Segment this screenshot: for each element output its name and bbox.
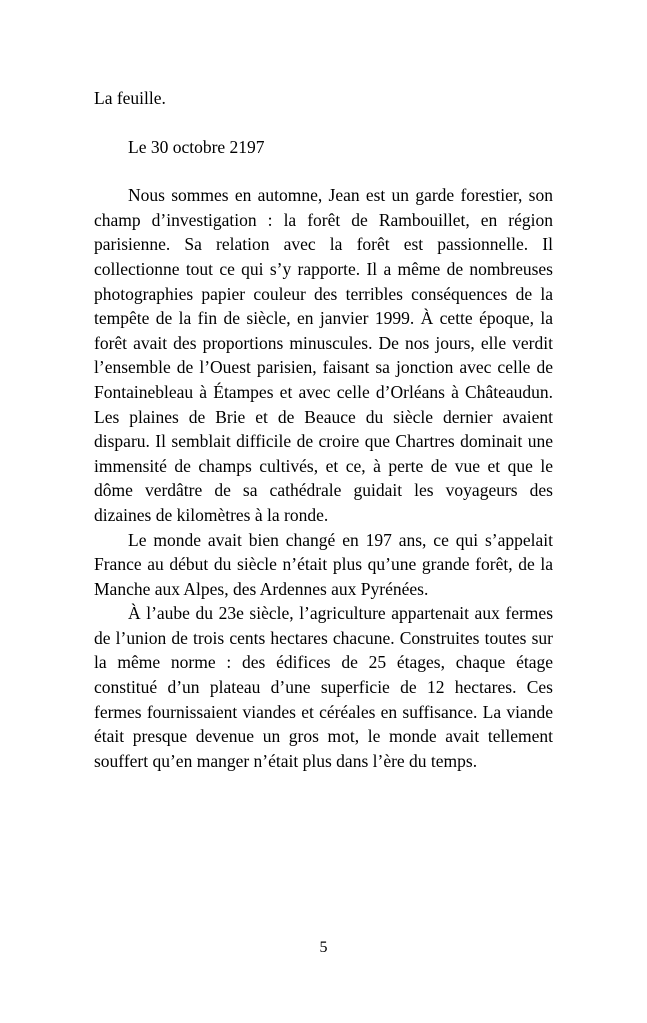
document-title: La feuille. <box>94 88 166 108</box>
body-copy <box>94 159 553 773</box>
date-line: Le 30 octobre 2197 <box>128 136 265 157</box>
text-column <box>94 86 553 773</box>
paragraph: Le monde avait bien changé en 197 ans, ce qui s’appelait France au début du siècle n’était plus qu’une grande forêt, de la Manche aux Alpes, des Ardennes aux Pyrénées. <box>94 529 553 599</box>
page-number: 5 <box>319 939 328 956</box>
paragraph: À l’aube du 23e siècle, l’agriculture appartenait aux fermes de l’union de trois cents hectares chacune. Construites toutes sur la même norme : des édifices de 25 étages, chaque étage constitué d’un plateau d’une superficie de 12 hectares. Ces fermes fournissaient viandes et céréales en suffisance. La viande était presque devenue un gros mot, le monde avait tellement souffert qu’en manger n’était plus dans l’ère du temps. <box>94 603 553 771</box>
paragraph: Nous sommes en automne, Jean est un garde forestier, son champ d’investigation : la forêt de Rambouillet, en région parisienne. Sa relation avec la forêt est passionnelle. Il collectionne tout ce qui s’y rapporte. Il a même de nombreuses photographies papier couleur des terribles conséquences de la tempête de la fin de siècle, en janvier 1999. À cette époque, la forêt avait des proportions minuscules. De nos jours, elle verdit l’ensemble de l’Ouest parisien, faisant sa jonction avec celle de Fontainebleau à Étampes et avec celle d’Orléans à Châteaudun. Les plaines de Brie et de Beauce du siècle dernier avaient disparu. Il semblait difficile de croire que Chartres dominait une immensité de champs cultivés, et ce, à perte de vue et que le dôme verdâtre de sa cathédrale guidait les voyageurs des dizaines de kilomètres à la ronde. <box>94 185 553 525</box>
